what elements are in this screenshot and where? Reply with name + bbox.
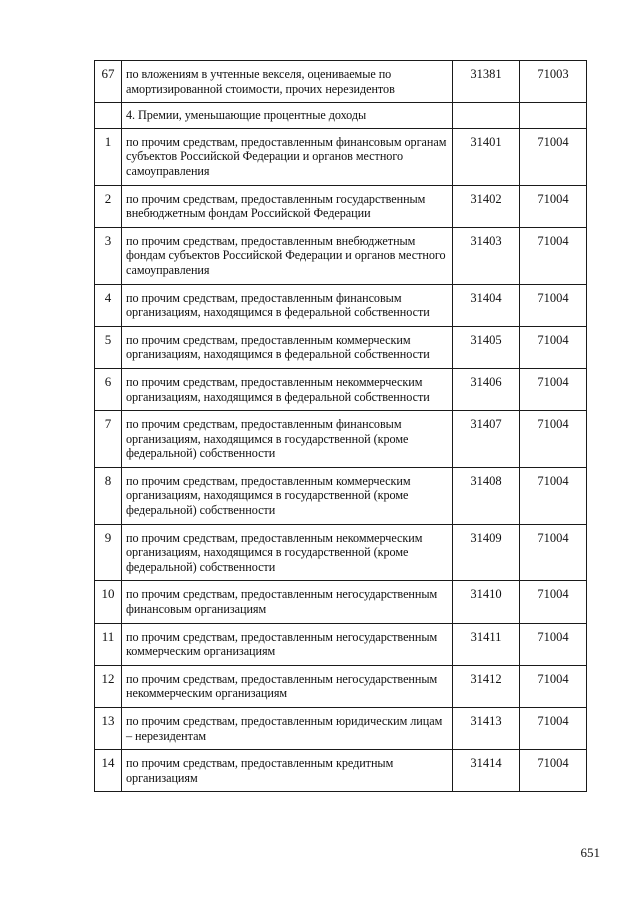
account-code: 31410 [453, 581, 520, 623]
row-number [95, 103, 122, 129]
row-number: 14 [95, 750, 122, 792]
symbol-code: 71004 [520, 623, 587, 665]
row-number: 4 [95, 284, 122, 326]
account-code: 31412 [453, 665, 520, 707]
row-description: по прочим средствам, предоставленным кредитным организациям [122, 750, 453, 792]
row-description: по прочим средствам, предоставленным коммерческим организациям, находящимся в федеральной собственности [122, 326, 453, 368]
row-description: по прочим средствам, предоставленным финансовым организациям, находящимся в федеральной собственности [122, 284, 453, 326]
row-number: 12 [95, 665, 122, 707]
accounts-table [94, 60, 587, 792]
table-row [95, 665, 587, 707]
symbol-code: 71004 [520, 524, 587, 581]
symbol-code: 71004 [520, 284, 587, 326]
row-description: по прочим средствам, предоставленным финансовым организациям, находящимся в государственной (кроме федеральной) собственности [122, 411, 453, 468]
row-number: 9 [95, 524, 122, 581]
row-description: по прочим средствам, предоставленным внебюджетным фондам субъектов Российской Федерации и органов местного самоуправления [122, 227, 453, 284]
account-code: 31408 [453, 467, 520, 524]
row-description: по вложениям в учтенные векселя, оцениваемые по амортизированной стоимости, прочих нерезидентов [122, 61, 453, 103]
symbol-code: 71004 [520, 326, 587, 368]
account-code: 31411 [453, 623, 520, 665]
table-row [95, 623, 587, 665]
table-row [95, 128, 587, 185]
table-row [95, 581, 587, 623]
account-code [453, 103, 520, 129]
account-code: 31413 [453, 708, 520, 750]
symbol-code: 71004 [520, 467, 587, 524]
row-number: 5 [95, 326, 122, 368]
symbol-code: 71004 [520, 750, 587, 792]
row-description: по прочим средствам, предоставленным некоммерческим организациям, находящимся в государственной (кроме федеральной) собственности [122, 524, 453, 581]
row-number: 10 [95, 581, 122, 623]
account-code: 31401 [453, 128, 520, 185]
table-row [95, 227, 587, 284]
section-heading: 4. Премии, уменьшающие процентные доходы [122, 103, 453, 129]
row-description: по прочим средствам, предоставленным финансовым органам субъектов Российской Федерации и органов местного самоуправления [122, 128, 453, 185]
row-description: по прочим средствам, предоставленным негосударственным некоммерческим организациям [122, 665, 453, 707]
account-code: 31409 [453, 524, 520, 581]
symbol-code: 71004 [520, 185, 587, 227]
row-description: по прочим средствам, предоставленным государственным внебюджетным фондам Российской Федерации [122, 185, 453, 227]
table-row [95, 708, 587, 750]
symbol-code: 71004 [520, 227, 587, 284]
row-description: по прочим средствам, предоставленным юридическим лицам – нерезидентам [122, 708, 453, 750]
row-description: по прочим средствам, предоставленным коммерческим организациям, находящимся в государственной (кроме федеральной) собственности [122, 467, 453, 524]
symbol-code: 71004 [520, 368, 587, 410]
account-code: 31407 [453, 411, 520, 468]
account-code: 31381 [453, 61, 520, 103]
table-row [95, 368, 587, 410]
row-number: 7 [95, 411, 122, 468]
row-number: 67 [95, 61, 122, 103]
symbol-code: 71004 [520, 708, 587, 750]
row-number: 3 [95, 227, 122, 284]
symbol-code: 71004 [520, 665, 587, 707]
account-code: 31404 [453, 284, 520, 326]
table-row [95, 411, 587, 468]
table-row [95, 284, 587, 326]
table-row [95, 750, 587, 792]
account-code: 31402 [453, 185, 520, 227]
row-number: 1 [95, 128, 122, 185]
account-code: 31403 [453, 227, 520, 284]
row-number: 2 [95, 185, 122, 227]
symbol-code [520, 103, 587, 129]
table-row [95, 61, 587, 103]
row-number: 13 [95, 708, 122, 750]
symbol-code: 71004 [520, 581, 587, 623]
row-number: 11 [95, 623, 122, 665]
section-heading-row [95, 103, 587, 129]
table-row [95, 524, 587, 581]
row-number: 6 [95, 368, 122, 410]
page-number: 651 [580, 845, 600, 860]
account-code: 31405 [453, 326, 520, 368]
table-row [95, 326, 587, 368]
account-code: 31406 [453, 368, 520, 410]
row-description: по прочим средствам, предоставленным негосударственным коммерческим организациям [122, 623, 453, 665]
row-description: по прочим средствам, предоставленным некоммерческим организациям, находящимся в федеральной собственности [122, 368, 453, 410]
symbol-code: 71003 [520, 61, 587, 103]
row-number: 8 [95, 467, 122, 524]
symbol-code: 71004 [520, 128, 587, 185]
table-row [95, 185, 587, 227]
symbol-code: 71004 [520, 411, 587, 468]
row-description: по прочим средствам, предоставленным негосударственным финансовым организациям [122, 581, 453, 623]
account-code: 31414 [453, 750, 520, 792]
table-row [95, 467, 587, 524]
